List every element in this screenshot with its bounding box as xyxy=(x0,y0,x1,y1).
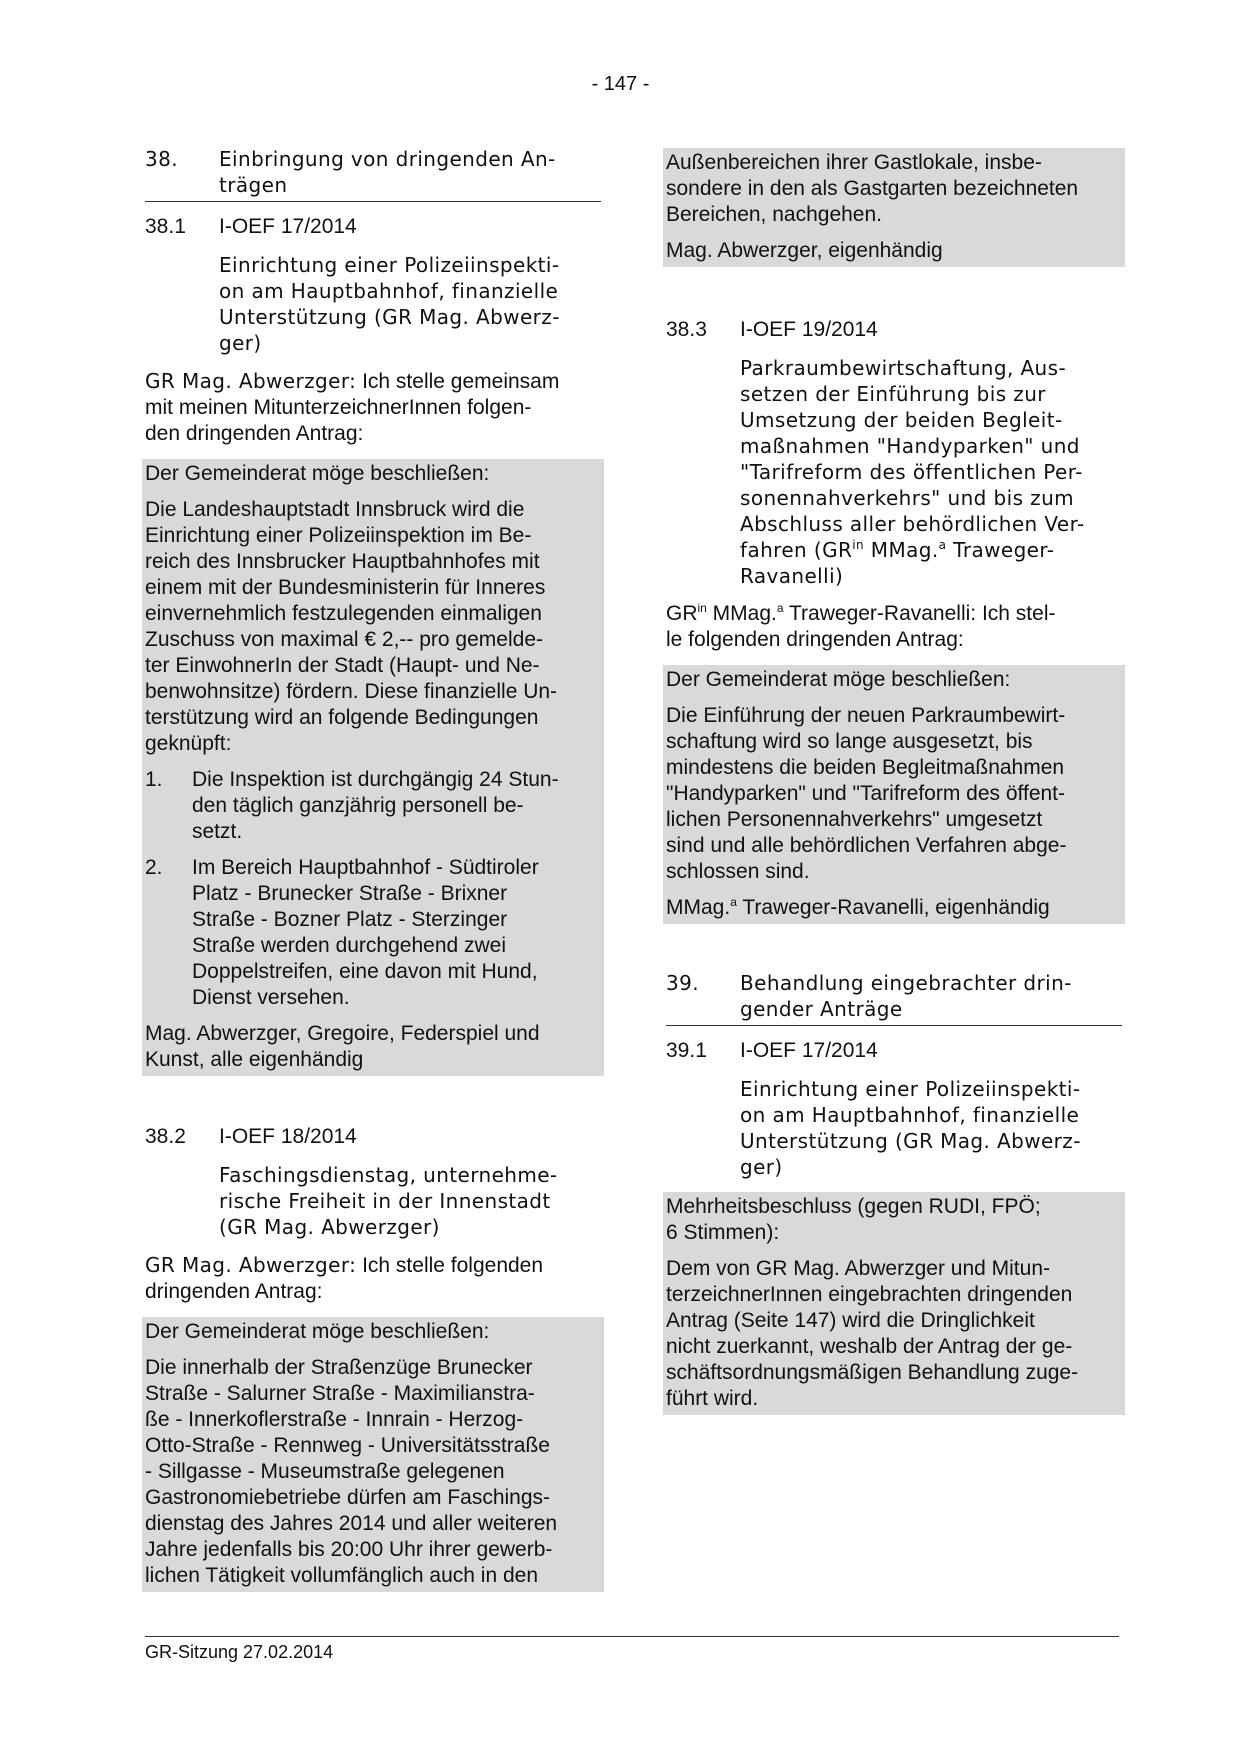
body-line: schaftung wird so lange ausgesetzt, bis xyxy=(666,730,1033,753)
list-line: Dienst versehen. xyxy=(192,986,350,1009)
body-line: sondere in den als Gastgarten bezeichneten xyxy=(666,177,1079,200)
section-title: gender Anträge xyxy=(740,997,903,1021)
subsection-number: 39.1 xyxy=(666,1039,707,1062)
body-line: reich des Innsbrucker Hauptbahnhofes mit xyxy=(145,550,540,573)
title-line: Einrichtung einer Polizeiinspekti- xyxy=(740,1077,1081,1101)
list-line: Straße - Bozner Platz - Sterzinger xyxy=(192,908,508,931)
continued-motion-box xyxy=(663,148,1125,267)
footer-text: GR-Sitzung 27.02.2014 xyxy=(145,1642,334,1662)
intro-text: Ich stelle gemeinsam xyxy=(356,370,560,393)
motion-head: Der Gemeinderat möge beschließen: xyxy=(145,462,490,485)
section-title: Einbringung von dringenden An- xyxy=(219,147,556,171)
intro-line: mit meinen MitunterzeichnerInnen folgen- xyxy=(145,396,532,419)
body-line: terzeichnerInnen eingebrachten dringenden xyxy=(666,1283,1073,1306)
motion-head: Der Gemeinderat möge beschließen: xyxy=(145,1320,490,1343)
body-line: einem mit der Bundesministerin für Inneres xyxy=(145,576,546,599)
motion-body xyxy=(145,497,601,757)
body-line: nicht zuerkannt, weshalb der Antrag der ge- xyxy=(666,1335,1073,1358)
resolution-box xyxy=(663,1192,1125,1415)
body-line: mindestens die beiden Begleitmaßnahmen xyxy=(666,756,1065,779)
title-line: Einrichtung einer Polizeiinspekti- xyxy=(219,253,560,277)
body-line: Straße - Salurner Straße - Maximilianstra- xyxy=(145,1382,535,1405)
subsection-number: 38.1 xyxy=(145,215,186,238)
subsection-39-1-heading xyxy=(666,1038,1122,1064)
list-line: Die Inspektion ist durchgängig 24 Stun- xyxy=(192,768,559,791)
body-line: schlossen sind. xyxy=(666,860,810,883)
body-line: "Handyparken" und "Tarifreform des öffent- xyxy=(666,782,1066,805)
subsection-ref: I-OEF 17/2014 xyxy=(219,215,357,238)
title-line: Ravanelli) xyxy=(740,564,844,588)
section-38-heading xyxy=(145,146,601,202)
subsection-ref: I-OEF 18/2014 xyxy=(219,1125,357,1148)
body-line: Bereichen, nachgehen. xyxy=(666,203,882,226)
intro-text: Ich stelle folgenden xyxy=(356,1254,544,1277)
section-title: trägen xyxy=(219,173,288,197)
subsection-ref: I-OEF 19/2014 xyxy=(740,318,878,341)
title-line: maßnahmen "Handyparken" und xyxy=(740,434,1080,458)
resolution-line: 6 Stimmen): xyxy=(666,1221,780,1244)
list-number: 1. xyxy=(145,768,163,791)
motion-body xyxy=(666,703,1122,885)
body-line: Die innerhalb der Straßenzüge Brunecker xyxy=(145,1356,533,1379)
list-item xyxy=(145,855,601,1011)
resolution-head xyxy=(666,1194,1122,1246)
body-line: lichen Personennahverkehrs" umgesetzt xyxy=(666,808,1043,831)
section-number: 39. xyxy=(666,971,700,995)
body-line: ter EinwohnerIn der Stadt (Haupt- und Ne- xyxy=(145,654,540,677)
body-line: Otto-Straße - Rennweg - Universitätsstraße xyxy=(145,1434,550,1457)
signature: Mag. Abwerzger, eigenhändig xyxy=(666,239,943,262)
resolution-line: Mehrheitsbeschluss (gegen RUDI, FPÖ; xyxy=(666,1195,1041,1218)
list-line: Im Bereich Hauptbahnhof - Südtiroler xyxy=(192,856,539,879)
section-title: Behandlung eingebrachter drin- xyxy=(740,971,1072,995)
motion-intro xyxy=(145,1252,601,1305)
subsection-number: 38.3 xyxy=(666,318,707,341)
body-line: einvernehmlich festzulegenden einmaligen xyxy=(145,602,542,625)
list-line: setzt. xyxy=(192,820,243,843)
body-line: lichen Tätigkeit vollumfänglich auch in den xyxy=(145,1564,539,1587)
title-line: Unterstützung (GR Mag. Abwerz- xyxy=(740,1129,1081,1153)
motion-head: Der Gemeinderat möge beschließen: xyxy=(666,668,1011,691)
title-line: Unterstützung (GR Mag. Abwerz- xyxy=(219,305,560,329)
list-number: 2. xyxy=(145,856,163,879)
title-line: Faschingsdienstag, unternehme- xyxy=(219,1163,558,1187)
left-column xyxy=(145,146,601,1592)
subsection-38-2-heading xyxy=(145,1124,601,1150)
subsection-title xyxy=(219,1162,601,1240)
title-line: Parkraumbewirtschaftung, Aus- xyxy=(740,356,1067,380)
body-line: Gastronomiebetriebe dürfen am Faschings- xyxy=(145,1486,551,1509)
list-line: Platz - Brunecker Straße - Brixner xyxy=(192,882,508,905)
title-line: ger) xyxy=(219,331,262,355)
motion-box xyxy=(663,665,1125,924)
speaker: GR Mag. Abwerzger: xyxy=(145,369,357,393)
body-line: geknüpft: xyxy=(145,732,232,755)
title-line: (GR Mag. Abwerzger) xyxy=(219,1215,440,1239)
title-line: ger) xyxy=(740,1155,783,1179)
body-line: benwohnsitze) fördern. Diese finanzielle Un- xyxy=(145,680,558,703)
subsection-title xyxy=(740,1076,1122,1180)
signature-line: Mag. Abwerzger, Gregoire, Federspiel und xyxy=(145,1022,540,1045)
resolution-body xyxy=(666,1256,1122,1412)
body-line: Außenbereichen ihrer Gastlokale, insbe- xyxy=(666,151,1042,174)
motion-intro xyxy=(145,368,601,447)
signature xyxy=(145,1021,601,1073)
signature-line: Kunst, alle eigenhändig xyxy=(145,1048,364,1071)
list-line: Straße werden durchgehend zwei xyxy=(192,934,507,957)
footer-divider xyxy=(145,1636,1119,1637)
title-line: Umsetzung der beiden Begleit- xyxy=(740,408,1063,432)
body-line: sind und alle behördlichen Verfahren abge- xyxy=(666,834,1067,857)
body-line: Jahre jedenfalls bis 20:00 Uhr ihrer gewerb- xyxy=(145,1538,553,1561)
body-line: - Sillgasse - Museumstraße gelegenen xyxy=(145,1460,505,1483)
body-line: terstützung wird an folgende Bedingungen xyxy=(145,706,539,729)
title-line: on am Hauptbahnhof, finanzielle xyxy=(219,279,559,303)
motion-box xyxy=(142,1317,604,1592)
list-line: Doppelstreifen, eine davon mit Hund, xyxy=(192,960,538,983)
subsection-ref: I-OEF 17/2014 xyxy=(740,1039,878,1062)
intro-line: den dringenden Antrag: xyxy=(145,422,364,445)
motion-box xyxy=(142,459,604,1076)
page-number: - 147 - xyxy=(591,73,650,95)
signature: MMag.$^a$ Traweger-Ravanelli, eigenhändig xyxy=(666,895,1050,919)
body-line: Dem von GR Mag. Abwerzger und Mitun- xyxy=(666,1257,1050,1280)
subsection-title xyxy=(740,355,1122,589)
body-line: schäftsordnungsmäßigen Behandlung zuge- xyxy=(666,1361,1079,1384)
intro-line: dringenden Antrag: xyxy=(145,1280,323,1303)
subsection-38-1-heading xyxy=(145,214,601,240)
speaker: GR Mag. Abwerzger: xyxy=(145,1253,357,1277)
body-line: ße - Innerkoflerstraße - Innrain - Herzog- xyxy=(145,1408,524,1431)
body-line: Antrag (Seite 147) wird die Dringlichkeit xyxy=(666,1309,1035,1332)
body-line: führt wird. xyxy=(666,1387,759,1410)
body-line: Einrichtung einer Polizeiinspektion im Be- xyxy=(145,524,532,547)
list-line: den täglich ganzjährig personell be- xyxy=(192,794,524,817)
section-39-heading xyxy=(666,970,1122,1026)
title-line: rische Freiheit in der Innenstadt xyxy=(219,1189,551,1213)
motion-intro: $GR^{in}$ MMag.$^a$ Traweger-Ravanelli: Ich stel- le folgenden dringenden Antrag: xyxy=(666,601,1122,653)
intro-line: le folgenden dringenden Antrag: xyxy=(666,628,964,651)
body-line: Zuschuss von maximal € 2,-- pro gemelde- xyxy=(145,628,543,651)
title-line: setzen der Einführung bis zur xyxy=(740,382,1046,406)
subsection-38-3-heading xyxy=(666,317,1122,343)
title-line: fahren ($GR^{in}$ MMag.$^a$ Traweger- xyxy=(740,538,1055,562)
title-line: sonennahverkehrs" und bis zum xyxy=(740,486,1075,510)
title-line: Abschluss aller behördlichen Ver- xyxy=(740,512,1085,536)
motion-body xyxy=(145,1355,601,1589)
body-line: Die Einführung der neuen Parkraumbewirt- xyxy=(666,704,1066,727)
subsection-title xyxy=(219,252,601,356)
title-line: "Tarifreform des öffentlichen Per- xyxy=(740,460,1083,484)
right-column xyxy=(666,148,1122,1415)
body-line: Die Landeshauptstadt Innsbruck wird die xyxy=(145,498,525,521)
section-number: 38. xyxy=(145,147,179,171)
body-line: dienstag des Jahres 2014 und aller weiteren xyxy=(145,1512,558,1535)
subsection-number: 38.2 xyxy=(145,1125,186,1148)
motion-body xyxy=(666,150,1122,228)
title-line: on am Hauptbahnhof, finanzielle xyxy=(740,1103,1080,1127)
list-item xyxy=(145,767,601,845)
